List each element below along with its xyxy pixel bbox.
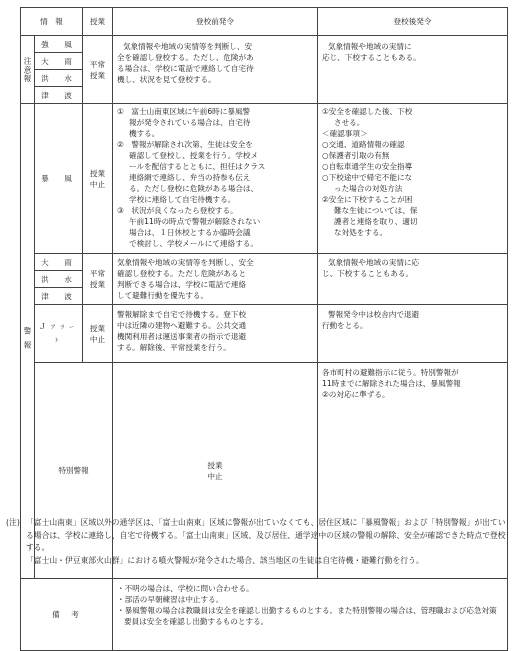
rain-class-action-text: 平常 授業 — [89, 269, 106, 289]
text-line: ールを配信するとともに、担任はクラス — [129, 162, 266, 171]
jalert-kind — [35, 305, 83, 363]
header-class: 授業 — [83, 8, 113, 36]
warning-group-label: 警報 — [21, 104, 35, 579]
text-line: 午前11時の時点で警報が解除されない — [129, 217, 261, 226]
header-info: 情 報 — [21, 8, 83, 36]
text-line: 難な生徒については、保 — [334, 206, 418, 215]
text-line: ○下校途中で帰宅不能にな — [322, 173, 413, 182]
storm-warning-row — [21, 104, 508, 254]
advisory-kind: 大 雨 — [35, 53, 83, 70]
text-line: な対処をする。 — [334, 228, 388, 237]
remarks-row — [21, 579, 508, 651]
text-line: ○自転車通学生の安全指導 — [322, 162, 413, 171]
header-after: 登校後発令 — [318, 8, 508, 36]
text-line: 気象情報や地域の実情等を判断し、安 — [123, 42, 253, 51]
advisory-group-label: 注意報 — [21, 36, 35, 104]
text-line: 気象情報や地域の実情に応 — [328, 258, 420, 267]
text-line: ○交通、道路情報の確認 — [322, 140, 405, 149]
jalert-kind-small: アラート — [50, 324, 79, 344]
text-line: 中は近隣の建物へ避難する。公共交通 — [117, 321, 247, 330]
storm-class-action-text: 授業 中止 — [89, 168, 106, 189]
text-line: 気象情報や地域の実情等を判断し、安全 — [117, 258, 254, 267]
text-line: 気象情報や地域の実情に — [328, 42, 412, 51]
advisory-row — [21, 36, 508, 53]
text-line: ③ 状況が良くなったら登校する。 — [117, 206, 238, 215]
text-line: させる。 — [334, 118, 365, 127]
rain-warning-row — [21, 254, 508, 271]
text-line: 応じ、下校することもある。 — [322, 53, 421, 62]
header-before: 登校前発令 — [113, 8, 318, 36]
advisory-before — [113, 36, 318, 104]
special-class-action-text: 授業 中止 — [207, 460, 223, 481]
text-line: ○保護者引取の有無 — [322, 151, 390, 160]
text-line: で検討し、学校メールにて連絡する。 — [129, 239, 258, 248]
rain-class-action — [83, 254, 113, 305]
text-line: 11時までに解除された場合は、暴風警報 — [322, 379, 461, 388]
text-line: 警報発令中は校舎内で退避 — [328, 310, 420, 319]
storm-class-action — [83, 104, 113, 254]
text-line: 全を確認し登校する。ただし、危険があ — [117, 53, 254, 62]
text-line: ＜確認事項＞ — [322, 129, 368, 138]
footnote-paragraph: 「富士山南東」区域以外の通学区は、「富士山南東」区域に警報が出ていなくても、居住区域に「暴風警報」および「特別警報」が出ている場合は、学校に連絡し、自宅で待機する。「富士山南東」区域、及び居住、通学途中の区域の警報の解除、安全が確認できた時点で登校する。 — [26, 518, 506, 552]
footnote-body — [26, 517, 508, 567]
text-line: 警報解除まで自宅で待機する。登下校 — [117, 310, 247, 319]
jalert-row — [21, 305, 508, 363]
remarks-content — [113, 579, 508, 651]
rain-before — [113, 254, 318, 305]
text-line: ②の対応に準ずる。 — [322, 390, 390, 399]
text-line: 機する。 — [129, 129, 160, 138]
advisory-class-action-text: 平常 授業 — [89, 59, 106, 80]
text-line: 場合は、１日休校とするか臨時会議 — [129, 228, 251, 237]
text-line: ②安全に下校することが困 — [322, 195, 413, 204]
text-line: 判断できる場合は、学校に電話で連絡 — [117, 280, 247, 289]
jalert-class-action-text: 授業 中止 — [89, 323, 106, 344]
advisory-class-action — [83, 36, 113, 104]
text-line: 確認し登校する。ただし危険があると — [117, 269, 247, 278]
storm-after — [318, 104, 508, 254]
text-line: 機関利用者は運送事業者の指示で退避 — [117, 332, 247, 341]
jalert-before — [113, 305, 318, 363]
footnote-paragraph: 「富士山・伊豆東部火山群」における噴火警報が発令された場合、該当地区の生徒は自宅待機・避難行動を行う。 — [26, 555, 424, 565]
table-header-row — [21, 8, 508, 36]
special-kind: 特別警報 — [35, 363, 113, 579]
text-line: 連絡網で連絡し、弁当の持参も伝え — [129, 173, 251, 182]
text-line: ① 富士山南東区域に午前6時に暴風警 — [117, 107, 251, 116]
text-line: 報が発令されている場合は、自宅待 — [129, 118, 251, 127]
text-line: った場合の対処方法 — [334, 184, 403, 193]
remark-item: ・部活の早朝練習は中止する。 — [117, 595, 224, 604]
text-line: る場合は、学校に電話で連絡して自宅待 — [117, 64, 254, 73]
remark-item: ・暴風警報の場合は教職員は安全を確認し出勤するものとする。また特別警報の場合は、管理職および応急対策要員は安全を確認し出勤するものとする。 — [117, 606, 497, 626]
rain-kind: 津 波 — [35, 288, 83, 305]
text-line: ①安全を確認した後、下校 — [322, 107, 413, 116]
text-line: 行動をとる。 — [322, 321, 368, 330]
text-line: する。解除後、平常授業を行う。 — [117, 343, 231, 352]
text-line: 各市町村の避難指示に従う。特別警報が — [322, 368, 459, 377]
jalert-after — [318, 305, 508, 363]
footnote-lead: (注) — [6, 518, 20, 527]
storm-before — [113, 104, 318, 254]
jalert-class-action — [83, 305, 113, 363]
text-line: る。ただし登校に危険がある場合は、 — [129, 184, 259, 193]
rain-after — [318, 254, 508, 305]
rain-kind: 大 雨 — [35, 254, 83, 271]
footnote — [6, 517, 509, 567]
remarks-label: 備 考 — [21, 579, 113, 651]
advisory-after — [318, 36, 508, 104]
text-line: 護者と連絡を取り、適切 — [334, 217, 418, 226]
text-line: して避難行動を優先する。 — [117, 291, 209, 300]
text-line: 確認して登校し、授業を行う。学校メ — [129, 151, 259, 160]
storm-kind: 暴 風 — [35, 104, 83, 254]
text-line: じ、下校することもある。 — [322, 269, 414, 278]
remark-item: ・不明の場合は、学校に問い合わせる。 — [117, 584, 254, 593]
advisory-kind: 強 風 — [35, 36, 83, 53]
rain-kind: 洪 水 — [35, 271, 83, 288]
advisory-kind: 洪 水 — [35, 70, 83, 87]
text-line: 機し、状況を見て登校する。 — [117, 75, 216, 84]
jalert-kind-main: Ｊ — [38, 321, 51, 331]
text-line: ② 警報が解除され次第、生徒は安全を — [117, 140, 253, 149]
advisory-kind: 津 波 — [35, 87, 83, 104]
text-line: 学校に連絡して自宅待機する。 — [129, 195, 236, 204]
